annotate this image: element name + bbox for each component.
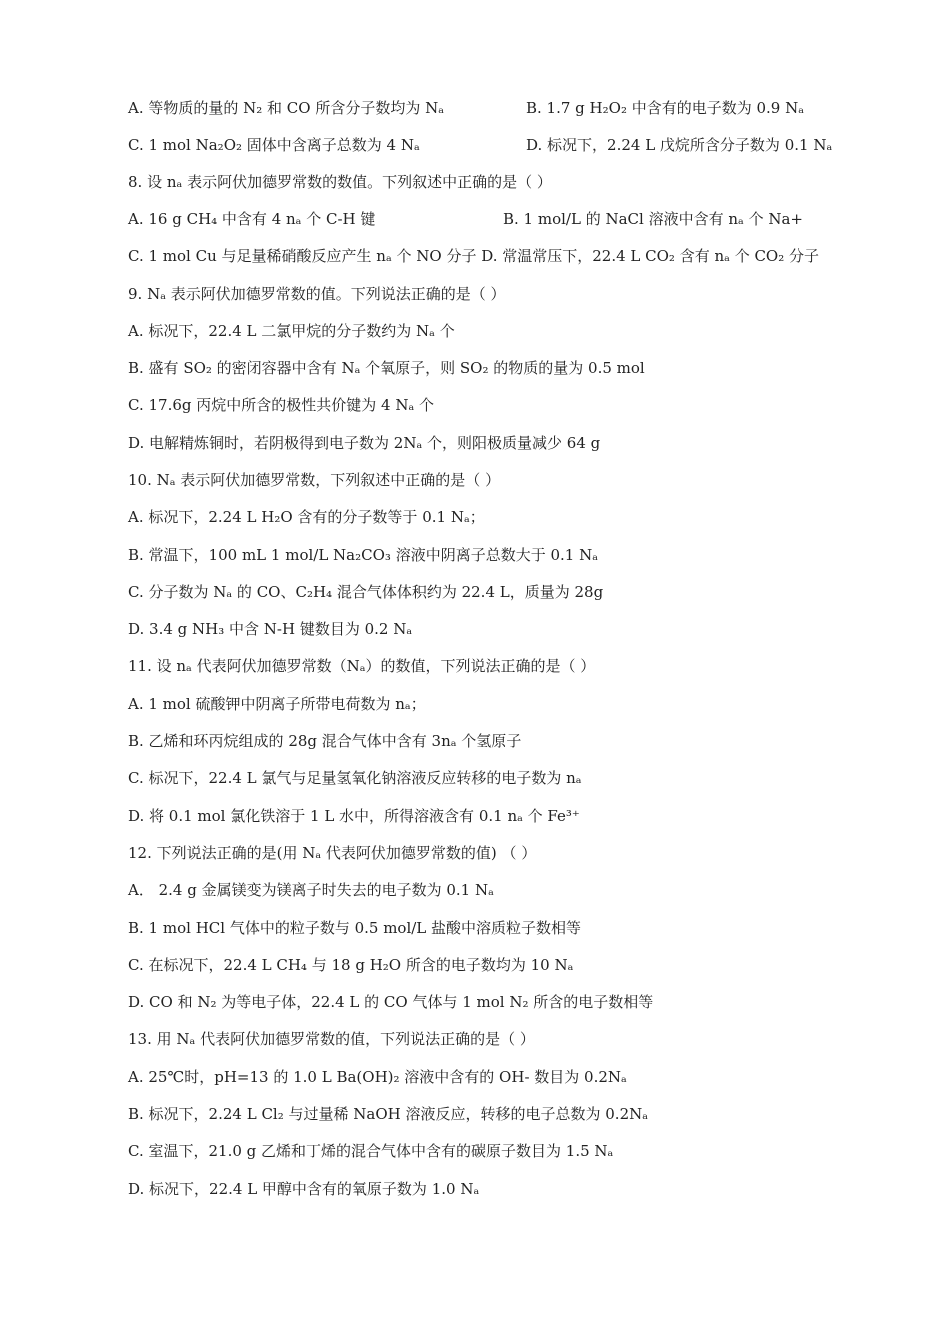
line-2: [128, 135, 833, 155]
line-5: C. 1 mol Cu 与足量稀硝酸反应产生 nₐ 个 NO 分子 D. 常温常压下，22.4 L CO₂ 含有 nₐ 个 CO₂ 分子: [128, 247, 820, 265]
line-22: A． 2.4 g 金属镁变为镁离子时失去的电子数为 0.1 Nₐ: [128, 881, 494, 899]
option-a: A. 等物质的量的 N₂ 和 CO 所含分子数均为 Nₐ: [128, 99, 445, 117]
line-13: B. 常温下，100 mL 1 mol/L Na₂CO₃ 溶液中阴离子总数大于 0.1 Nₐ: [128, 546, 598, 564]
line-17: A. 1 mol 硫酸钾中阴离子所带电荷数为 nₐ；: [128, 695, 426, 713]
question-11: 11. 设 nₐ 代表阿伏加德罗常数（Nₐ）的数值，下列说法正确的是（ ）: [128, 657, 596, 675]
line-29: C. 室温下，21.0 g 乙烯和丁烯的混合气体中含有的碳原子数目为 1.5 Nₐ: [128, 1142, 614, 1160]
line-1: [128, 98, 805, 118]
line-20: D. 将 0.1 mol 氯化铁溶于 1 L 水中，所得溶液含有 0.1 nₐ 个 Fe³⁺: [128, 807, 580, 825]
line-27: A. 25℃时，pH=13 的 1.0 L Ba(OH)₂ 溶液中含有的 OH- 数目为 0.2Nₐ: [128, 1068, 627, 1086]
question-9: 9. Nₐ 表示阿伏加德罗常数的值。下列说法正确的是（ ）: [128, 285, 506, 303]
line-12: A. 标况下，2.24 L H₂O 含有的分子数等于 0.1 Nₐ；: [128, 508, 485, 526]
option-d: D. 标况下，2.24 L 戊烷所含分子数为 0.1 Nₐ: [526, 136, 833, 154]
line-14: C. 分子数为 Nₐ 的 CO、C₂H₄ 混合气体体积约为 22.4 L，质量为 28g: [128, 583, 604, 601]
option-b: B. 1 mol/L 的 NaCl 溶液中含有 nₐ 个 Na+: [503, 210, 803, 228]
line-10: D. 电解精炼铜时，若阴极得到电子数为 2Nₐ 个，则阳极质量减少 64 g: [128, 434, 601, 452]
question-10: 10. Nₐ 表示阿伏加德罗常数，下列叙述中正确的是（ ）: [128, 471, 501, 489]
line-7: A. 标况下，22.4 L 二氯甲烷的分子数约为 Nₐ 个: [128, 322, 455, 340]
question-12: 12. 下列说法正确的是(用 Nₐ 代表阿伏加德罗常数的值) （ ）: [128, 844, 537, 862]
option-a: A. 16 g CH₄ 中含有 4 nₐ 个 C-H 键: [128, 210, 376, 228]
option-b: B. 1.7 g H₂O₂ 中含有的电子数为 0.9 Nₐ: [526, 99, 805, 117]
line-18: B. 乙烯和环丙烷组成的 28g 混合气体中含有 3nₐ 个氢原子: [128, 732, 522, 750]
line-19: C. 标况下，22.4 L 氯气与足量氢氧化钠溶液反应转移的电子数为 nₐ: [128, 769, 582, 787]
question-13: 13. 用 Nₐ 代表阿伏加德罗常数的值，下列说法正确的是（ ）: [128, 1030, 535, 1048]
question-8: 8. 设 nₐ 表示阿伏加德罗常数的数值。下列叙述中正确的是（ ）: [128, 173, 552, 191]
line-15: D. 3.4 g NH₃ 中含 N-H 键数目为 0.2 Nₐ: [128, 620, 413, 638]
line-9: C. 17.6g 丙烷中所含的极性共价键为 4 Nₐ 个: [128, 396, 435, 414]
line-30: D. 标况下，22.4 L 甲醇中含有的氧原子数为 1.0 Nₐ: [128, 1180, 480, 1198]
line-25: D. CO 和 N₂ 为等电子体，22.4 L 的 CO 气体与 1 mol N₂ 所含的电子数相等: [128, 993, 654, 1011]
line-24: C. 在标况下，22.4 L CH₄ 与 18 g H₂O 所含的电子数均为 10 Nₐ: [128, 956, 574, 974]
option-c: C. 1 mol Na₂O₂ 固体中含离子总数为 4 Nₐ: [128, 136, 420, 154]
line-4: [128, 209, 803, 229]
line-8: B. 盛有 SO₂ 的密闭容器中含有 Nₐ 个氧原子，则 SO₂ 的物质的量为 0.5 mol: [128, 359, 645, 377]
line-28: B. 标况下，2.24 L Cl₂ 与过量稀 NaOH 溶液反应，转移的电子总数为 0.2Nₐ: [128, 1105, 649, 1123]
line-23: B. 1 mol HCl 气体中的粒子数与 0.5 mol/L 盐酸中溶质粒子数相等: [128, 919, 582, 937]
